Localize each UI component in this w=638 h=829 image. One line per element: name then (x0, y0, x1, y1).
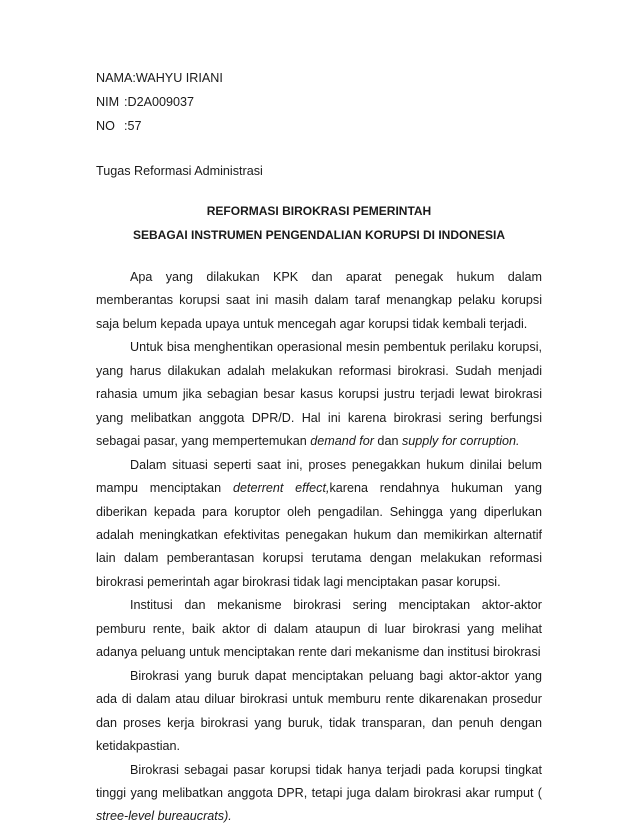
paragraph-2-emphasis-1: demand for (310, 434, 374, 449)
paragraph-6-emphasis: stree-level bureaucrats). (96, 809, 232, 824)
document-title (96, 199, 542, 247)
paragraph-2-text-b: dan (373, 434, 402, 449)
paragraph-6-text-a: Birokrasi sebagai pasar korupsi tidak hanya terjadi pada korupsi tingkat tinggi yang melibatkan anggota DPR, tetapi juga dalam birokrasi akar rumput ( (96, 762, 542, 800)
paragraph-5: Birokrasi yang buruk dapat menciptakan peluang bagi aktor-aktor yang ada di dalam atau diluar birokrasi untuk memburu rente dikarenakan prosedur dan proses kerja birokrasi yang buruk, tidak transparan, dan penuh dengan ketidakpastian. (96, 668, 542, 754)
paragraph-2 (96, 336, 542, 453)
paragraph-3-text-b: karena rendahnya hukuman yang diberikan kepada para koruptor oleh pengadilan. Sehingga yang diperlukan adalah meningkatkan efektivitas penegakan hukum dan memikirkan alternatif lain dalam pemberantasan korupsi terutama dengan melakukan reformasi birokrasi pemerintah agar birokrasi tidak lagi menciptakan pasar korupsi. (96, 481, 542, 589)
no-separator: : (124, 119, 128, 133)
name-value: WAHYU IRIANI (135, 71, 223, 85)
paragraph-4: Institusi dan mekanisme birokrasi sering menciptakan aktor-aktor pemburu rente, baik aktor di dalam ataupun di luar birokrasi yang melihat adanya peluang untuk menciptakan rente dari mekanisme dan institusi birokrasi (96, 598, 542, 660)
paragraph-3-emphasis: deterrent effect, (232, 481, 330, 496)
name-row (96, 66, 542, 90)
nim-separator: : (124, 95, 128, 109)
paragraph-2-text-a: Untuk bisa menghentikan operasional mesin pembentuk perilaku korupsi, yang harus dilakukan adalah melakukan reformasi birokrasi. Sudah menjadi rahasia umum jika sebagian besar kasus korupsi justru terjadi lewat birokrasi yang melibatkan anggota DPR/D. Hal ini karena birokrasi sering berfungsi sebagai pasar, yang mempertemukan (96, 340, 542, 449)
name-label: NAMA (96, 71, 133, 85)
paragraph-6 (96, 759, 542, 829)
no-value: 57 (127, 119, 142, 133)
nim-value: D2A009037 (127, 95, 195, 109)
name-separator: : (132, 71, 136, 85)
paragraph-3 (96, 454, 542, 595)
title-line-1: REFORMASI BIROKRASI PEMERINTAH (206, 204, 432, 218)
paragraph-2-emphasis-2: supply for corruption. (401, 434, 520, 449)
title-line-2: SEBAGAI INSTRUMEN PENGENDALIAN KORUPSI DI INDONESIA (132, 228, 506, 242)
document-page (96, 66, 542, 829)
nim-label: NIM (96, 95, 120, 109)
no-label: NO (96, 119, 115, 133)
document-body (96, 266, 542, 829)
paragraph-1: Apa yang dilakukan KPK dan aparat penegak hukum dalam memberantas korupsi saat ini masih dalam taraf menangkap pelaku korupsi saja belum kepada upaya untuk mencegah agar korupsi tidak kembali terjadi. (96, 270, 542, 331)
no-row (96, 114, 542, 138)
paragraph-3-text-a: Dalam situasi seperti saat ini, proses penegakkan hukum dinilai belum mampu menciptakan (96, 457, 542, 496)
course-title: Tugas Reformasi Administrasi (96, 164, 263, 178)
nim-row (96, 90, 542, 114)
